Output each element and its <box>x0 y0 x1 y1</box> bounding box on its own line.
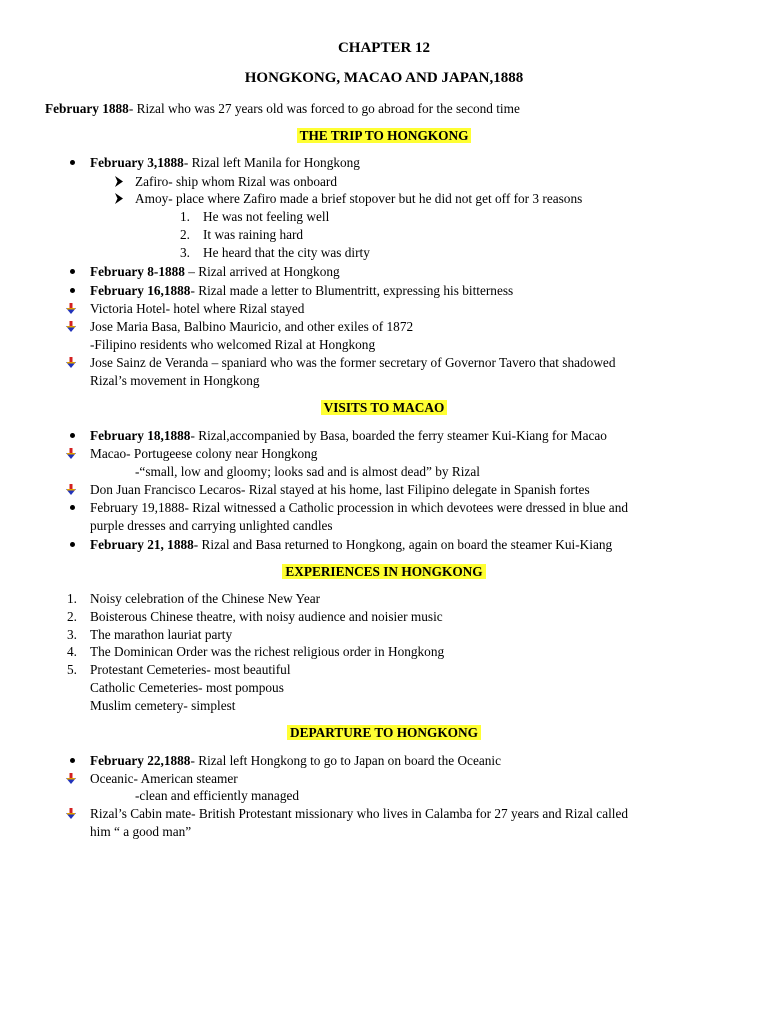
bullet-dot-icon <box>70 160 75 165</box>
list-number: 4. <box>67 644 77 659</box>
item-date: February 16,1888 <box>90 283 191 298</box>
item-date: February 22,1888 <box>90 753 191 768</box>
heading-highlight: VISITS TO MACAO <box>321 400 448 415</box>
colored-arrow-bullet-icon <box>66 484 76 496</box>
bullet-dot-icon <box>70 433 75 438</box>
intro-line <box>45 100 520 117</box>
list-item: Jose Sainz de Veranda – spaniard who was the former secretary of Governor Tavero that shadowed <box>90 355 616 370</box>
list-item: Oceanic- American steamer <box>90 771 238 786</box>
reason-text: He heard that the city was dirty <box>203 245 370 260</box>
list-item-continuation: purple dresses and carrying unlighted candles <box>90 518 333 533</box>
list-item <box>90 154 360 171</box>
bullet-dot-icon <box>70 288 75 293</box>
reason-text: He was not feeling well <box>203 209 330 224</box>
list-item: Victoria Hotel- hotel where Rizal stayed <box>90 301 305 316</box>
list-item <box>90 427 607 444</box>
bullet-dot-icon <box>70 758 75 763</box>
list-item <box>90 282 513 299</box>
list-number: 5. <box>67 662 77 677</box>
list-item: The marathon lauriat party <box>90 627 233 642</box>
item-text: - Rizal made a letter to Blumentritt, expressing his bitterness <box>190 283 514 298</box>
page-subtitle: HONGKONG, MACAO AND JAPAN,1888 <box>244 70 524 86</box>
list-item-continuation: -“small, low and gloomy; looks sad and is almost dead” by Rizal <box>135 464 480 479</box>
colored-arrow-bullet-icon <box>66 357 76 369</box>
page-title: CHAPTER 12 <box>337 40 431 56</box>
bullet-dot-icon <box>70 542 75 547</box>
item-date: February 21, 1888 <box>90 537 194 552</box>
list-item: Boisterous Chinese theatre, with noisy audience and noisier music <box>90 609 443 624</box>
item-date: February 18,1888 <box>90 428 191 443</box>
list-item <box>90 263 340 280</box>
list-number: 3. <box>67 627 77 642</box>
list-item-continuation: -Filipino residents who welcomed Rizal at Hongkong <box>90 337 376 352</box>
sub-item: Zafiro- ship whom Rizal was onboard <box>135 174 337 189</box>
list-item: February 19,1888- Rizal witnessed a Catholic procession in which devotees were dressed in blue and <box>90 500 629 515</box>
list-item: Don Juan Francisco Lecaros- Rizal stayed at his home, last Filipino delegate in Spanish fortes <box>90 482 590 497</box>
item-date: February 8-1888 <box>90 264 185 279</box>
reason-number: 1. <box>180 209 190 224</box>
intro-date: February 1888 <box>45 101 129 116</box>
colored-arrow-bullet-icon <box>66 773 76 785</box>
sub-item: Amoy- place where Zafiro made a brief stopover but he did not get off for 3 reasons <box>135 191 583 206</box>
list-item-continuation: -clean and efficiently managed <box>135 788 300 803</box>
item-text: - Rizal left Manila for Hongkong <box>183 155 360 170</box>
reason-number: 3. <box>180 245 190 260</box>
list-item: Rizal’s Cabin mate- British Protestant missionary who lives in Calamba for 27 years and Rizal called <box>90 806 629 821</box>
list-item <box>90 752 501 769</box>
list-number: 2. <box>67 609 77 624</box>
item-text: - Rizal and Basa returned to Hongkong, again on board the steamer Kui-Kiang <box>193 537 613 552</box>
colored-arrow-bullet-icon <box>66 448 76 460</box>
arrowhead-bullet-icon <box>113 173 127 190</box>
bullet-dot-icon <box>70 505 75 510</box>
heading-highlight: EXPERIENCES IN HONGKONG <box>282 564 485 579</box>
item-text: – Rizal arrived at Hongkong <box>184 264 340 279</box>
heading-highlight: THE TRIP TO HONGKONG <box>297 128 472 143</box>
list-item-continuation: Rizal’s movement in Hongkong <box>90 373 260 388</box>
list-item-continuation: him “ a good man” <box>90 824 192 839</box>
list-item: Jose Maria Basa, Balbino Mauricio, and other exiles of 1872 <box>90 319 414 334</box>
bullet-dot-icon <box>70 269 75 274</box>
list-item: Noisy celebration of the Chinese New Year <box>90 591 321 606</box>
list-item: Protestant Cemeteries- most beautiful <box>90 662 291 677</box>
reason-text: It was raining hard <box>203 227 304 242</box>
section-heading-trip <box>0 127 768 144</box>
list-item: Macao- Portugeese colony near Hongkong <box>90 446 318 461</box>
item-text: - Rizal left Hongkong to go to Japan on board the Oceanic <box>190 753 502 768</box>
section-heading-macao <box>0 399 768 416</box>
list-item-continuation: Muslim cemetery- simplest <box>90 698 236 713</box>
list-item: The Dominican Order was the richest religious order in Hongkong <box>90 644 445 659</box>
section-heading-departure <box>0 724 768 741</box>
intro-text: - Rizal who was 27 years old was forced to go abroad for the second time <box>128 101 520 116</box>
heading-highlight: DEPARTURE TO HONGKONG <box>287 725 481 740</box>
section-heading-experiences <box>0 563 768 580</box>
colored-arrow-bullet-icon <box>66 321 76 333</box>
reason-number: 2. <box>180 227 190 242</box>
item-text: - Rizal,accompanied by Basa, boarded the ferry steamer Kui-Kiang for Macao <box>190 428 607 443</box>
list-number: 1. <box>67 591 77 606</box>
colored-arrow-bullet-icon <box>66 303 76 315</box>
list-item-continuation: Catholic Cemeteries- most pompous <box>90 680 284 695</box>
item-date: February 3,1888 <box>90 155 184 170</box>
arrowhead-bullet-icon <box>113 190 127 207</box>
colored-arrow-bullet-icon <box>66 808 76 820</box>
list-item <box>90 536 612 553</box>
